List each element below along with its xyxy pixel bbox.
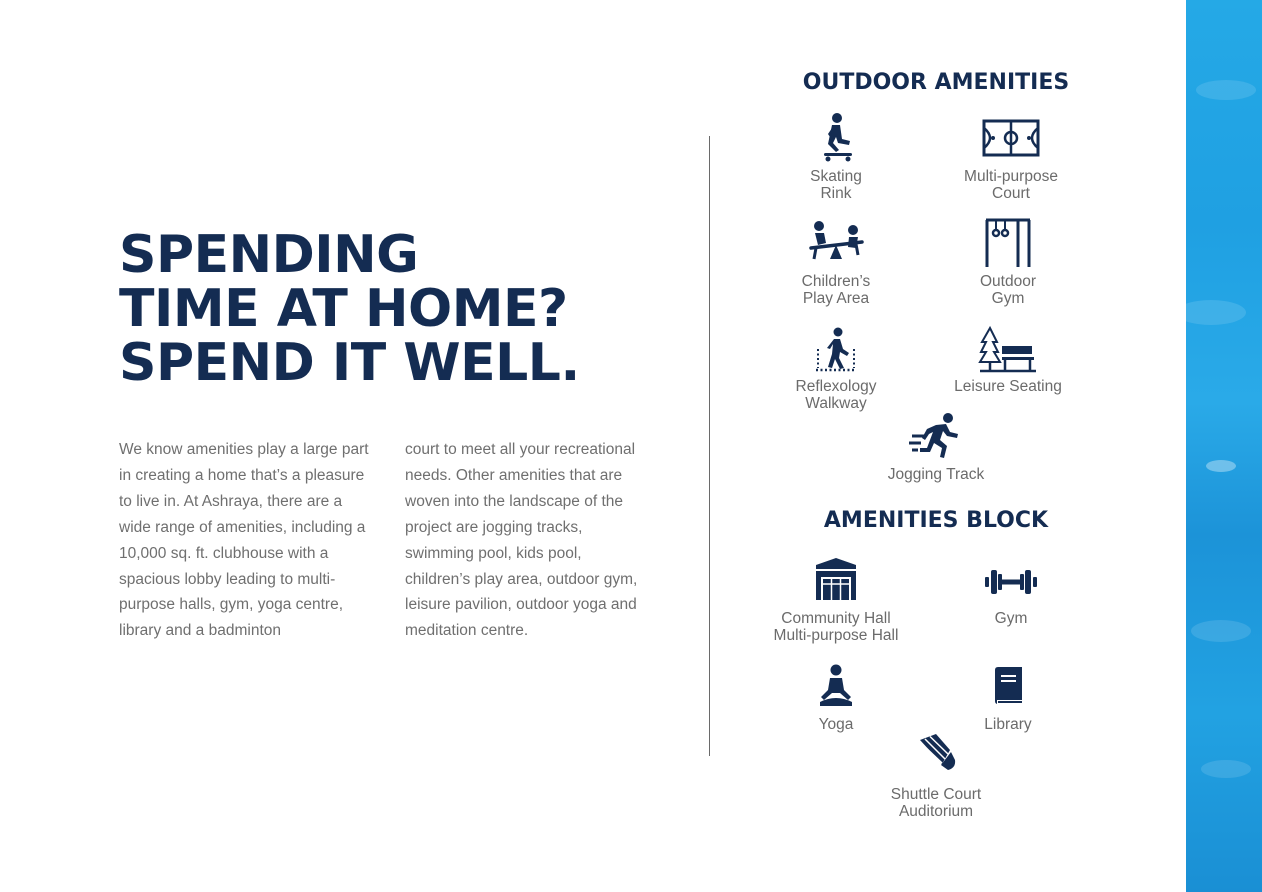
amenity-label: Outdoor Gym [979,273,1036,307]
skating-icon [806,112,866,164]
body-text-column-2: court to meet all your recreational needs. Other amenities that are woven into the landscape of the project are jogging tracks, swimming pool, kids pool, children’s play area, outdoor gym, leisure pavilion, outdoor yoga and meditation centre. [405,441,638,640]
amenity-community-hall [746,554,926,644]
amenity-label: Community Hall Multi-purpose Hall [773,610,899,644]
amenity-skating-rink [746,112,926,202]
amenity-outdoor-gym [918,217,1098,307]
amenity-label: Reflexology Walkway [795,378,877,412]
seesaw-icon [806,217,866,269]
walking-icon [806,322,866,374]
body-text-column-1: We know amenities play a large part in creating a home that’s a pleasure to live in. At Ashraya, there are a wide range of amenities, including a 10,000 sq. ft. clubhouse with a spacious lobby leading to multi-purpose halls, gym, yoga centre, library and a badminton [119,441,369,640]
amenity-label: Shuttle Court Auditorium [890,786,982,820]
rings-icon [978,217,1038,269]
hall-icon [806,554,866,606]
amenity-jogging-track [846,410,1026,483]
amenity-leisure-seating [918,322,1098,395]
amenity-label: Jogging Track [887,466,985,483]
amenity-yoga [746,660,926,733]
amenity-label: Gym [994,610,1028,627]
amenity-shuttle-court [846,730,1026,820]
outdoor-amenities-title: OUTDOOR AMENITIES [802,70,1070,95]
amenity-childrens-play-area [746,217,926,307]
headline-line-3: SPEND IT WELL. [119,333,580,393]
vertical-divider [709,136,710,756]
yoga-icon [806,660,866,712]
page-headline [119,225,580,393]
amenity-library [918,660,1098,733]
amenity-label: Skating Rink [810,168,862,202]
amenity-label: Yoga [818,716,854,733]
headline-line-1: SPENDING [119,225,419,285]
water-image-strip [1186,0,1262,892]
amenity-label: Multi-purpose Court [964,168,1058,202]
dumbbell-icon [981,554,1041,606]
book-icon [978,660,1038,712]
amenity-label: Children’s Play Area [801,273,871,307]
shuttlecock-icon [906,730,966,782]
amenity-multi-purpose-court [921,112,1101,202]
bench-icon [978,322,1038,374]
headline-line-2: TIME AT HOME? [119,279,568,339]
court-icon [981,112,1041,164]
amenity-reflexology-walkway [746,322,926,412]
amenities-block-title: AMENITIES BLOCK [823,508,1049,533]
amenity-label: Library [984,716,1032,733]
amenity-gym [921,554,1101,627]
amenity-label: Leisure Seating [954,378,1062,395]
running-icon [906,410,966,462]
